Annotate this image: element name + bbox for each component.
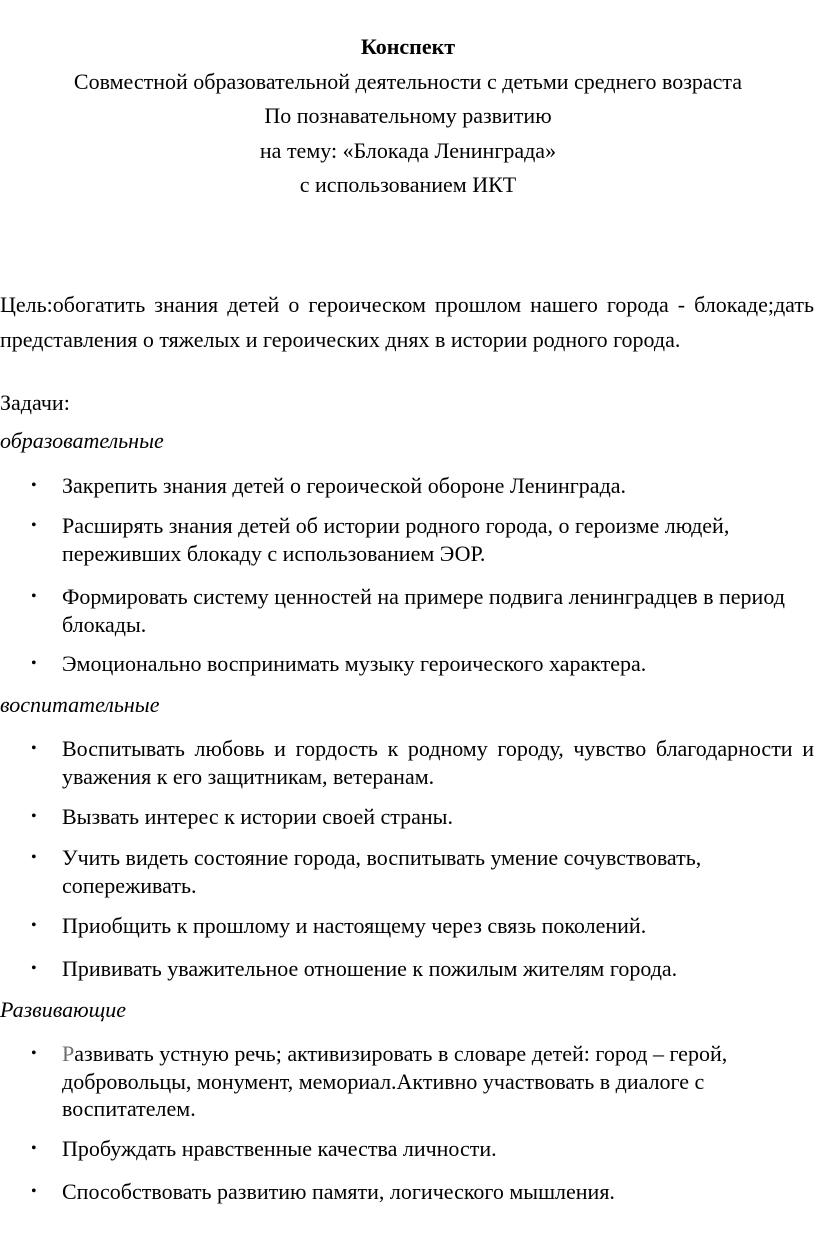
tasks-label: Задачи: [0,390,70,415]
bullet-icon: • [31,960,37,977]
list-item-initial: Р [62,1041,75,1066]
subtitle-line-2: По познавательному развитию [264,103,552,128]
list-item-text [62,1040,814,1123]
list-item-text: Воспитывать любовь и гордость к родному городу, чувство благодарности и уважения к его защитникам, ветеранам. [62,736,814,789]
list-item [0,735,814,790]
list-item-text: Пробуждать нравственные качества личности. [62,1136,497,1161]
list-item [0,955,814,983]
document-header [0,30,816,203]
list-item [0,650,814,678]
list-item [0,583,814,638]
list-item-text: Вызвать интерес к истории своей страны. [62,804,453,829]
bullet-icon: • [31,655,37,672]
list-item-text: Способствовать развитию памяти, логического мышления. [62,1179,615,1204]
bullet-icon: • [31,517,37,534]
document-title: Конспект [360,34,456,59]
list-item-text: Расширять знания детей об истории родного города, о героизме людей, переживших блокаду с использованием ЭОР. [62,513,730,566]
bullet-icon: • [31,849,37,866]
list-item [0,844,814,899]
educational-label: образовательные [0,428,164,453]
bullet-icon: • [31,917,37,934]
subtitle-line-1: Совместной образовательной деятельности с детьми среднего возраста [73,68,743,94]
bullet-icon: • [31,1140,37,1157]
bullet-icon: • [31,1183,37,1200]
list-item [0,912,814,940]
list-item [0,1135,814,1163]
goal-paragraph: Цель:обогатить знания детей о героическом прошлом нашего города - блокаде;дать представления о тяжелых и героических днях в истории родного города. [0,292,814,352]
list-item-text: Учить видеть состояние города, воспитывать умение сочувствовать, сопереживать. [62,845,702,898]
bullet-icon: • [31,477,37,494]
list-item [0,803,814,831]
bullet-icon: • [31,1045,37,1062]
list-item [0,1040,814,1123]
list-item-rest: азвивать устную речь; активизировать в словаре детей: город – герой, добровольцы, монумент, мемориал.Активно участвовать в диалоге с воспитателем. [62,1041,728,1121]
list-item [0,1178,814,1206]
upbringing-label: воспитательные [0,692,160,717]
list-item-text: Приобщить к прошлому и настоящему через связь поколений. [62,913,647,938]
bullet-icon: • [31,588,37,605]
list-item-text: Прививать уважительное отношение к пожилым жителям города. [62,956,678,981]
bullet-icon: • [31,740,37,757]
subtitle-line-4: с использованием ИКТ [299,172,517,197]
list-item-text: Эмоционально воспринимать музыку героического характера. [62,651,647,676]
list-item [0,512,814,567]
developing-label: Развивающие [0,997,127,1022]
bullet-icon: • [31,808,37,825]
list-item [0,472,814,500]
list-item-text: Формировать систему ценностей на примере подвига ленинградцев в период блокады. [62,584,785,637]
list-item-text: Закрепить знания детей о героической обороне Ленинграда. [62,473,627,498]
subtitle-line-3: на тему: «Блокада Ленинграда» [259,137,557,163]
